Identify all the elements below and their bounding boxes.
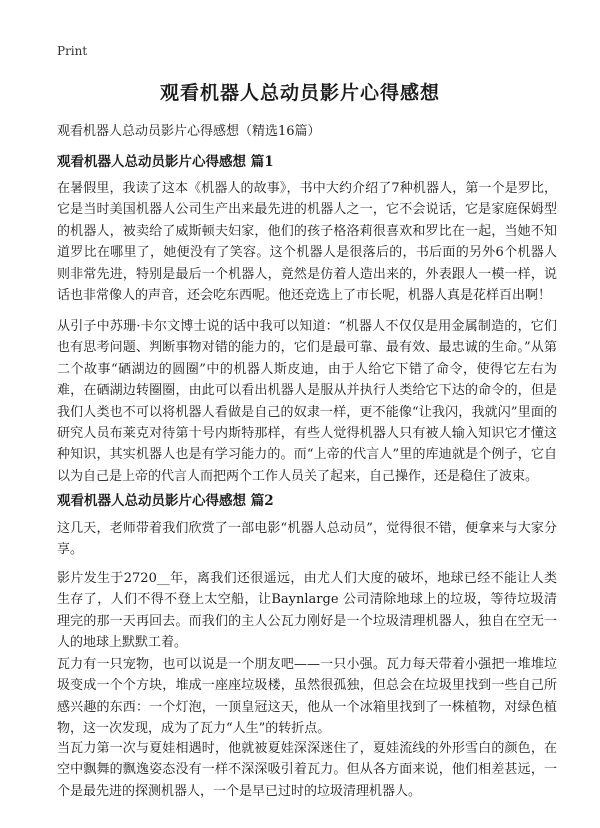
section-2-paragraph-3: 瓦力有一只宠物，也可以说是一个朋友吧——一只小强。瓦力每天带着小强把一堆堆垃圾变成一个个方块，堆成一座座垃圾楼，虽然很孤独，但总会在垃圾里找到一些自己所感兴趣的东西：一个灯泡，一顶皇冠这天，他从一个冰箱里找到了一株植物，对绿色植物，这一次发现，成为了瓦力“人生”的转折点。	[57, 657, 557, 737]
section-2-paragraph-1: 这几天，老师带着我们欣赏了一部电影“机器人总动员”，觉得很不错，便拿来与大家分享。	[57, 521, 557, 558]
section-2-paragraph-2: 影片发生于2720__年，离我们还很遥远，由尤人们大度的破坏，地球已经不能让人类生存了，人们不得不登上太空船，让Baynlarge 公司清除地球上的垃圾，等待垃圾清理完的那一天再回去。而我们的主人公瓦力刚好是一个垃圾清理机器人，独自在空无一人的地球上默默工着。	[57, 571, 557, 651]
section-1-paragraph-2: 从引子中苏珊·卡尔文博士说的话中我可以知道：“机器人不仅仅是用金属制造的，它们也有思考问题、判断事物对错的能力的，它们是最可靠、最有效、最忠诚的生命。”从第二个故事“硒湖边的圆圈”中的机器人斯皮迪，由于人给它下错了命令，使得它左右为难，在硒湖边转圈圈，由此可以看出机器人是服从并执行人类给它下达的命令的，但是我们人类也不可以将机器人看做是自己的奴隶一样，更不能像“让我闪，我就闪”里面的研究人员布莱克对待第十号内斯特那样，有些人觉得机器人只有被人输入知识它才懂这种知识，其实机器人也是有学习能力的。而“上帝的代言人”里的库迪就是个例子，它自以为自己是上帝的代言人而把两个工作人员关了起来，自己操作，还是稳住了波束。	[57, 319, 557, 484]
section-2-paragraph-4: 当瓦力第一次与夏娃相遇时，他就被夏娃深深迷住了，夏娃流线的外形雪白的颜色，在空中飘舞的飘逸姿态没有一样不深深吸引着瓦力。但从各方面来说，他们相差甚远，一个是最先进的探测机器人，一个是早已过时的垃圾清理机器人。	[57, 741, 557, 799]
section-1-paragraph-1: 在暑假里，我读了这本《机器人的故事》，书中大约介绍了7种机器人，第一个是罗比，它是当时美国机器人公司生产出来最先进的机器人之一，它不会说话，它是家庭保姆型的机器人，被卖给了威斯顿夫妇家，他们的孩子格洛莉很喜欢和罗比在一起，当她不知道罗比在哪里了，她便没有了笑容。这个机器人是很落后的，书后面的另外6个机器人则非常先进，特别是最后一个机器人，竟然是仿着人造出来的，外表跟人一模一样，说话也非常像人的声音，还会吃东西呢。他还竞选上了市长呢，机器人真是花样百出啊！	[57, 181, 557, 304]
page-title: 观看机器人总动员影片心得感想	[159, 82, 440, 104]
section-heading-1: 观看机器人总动员影片心得感想 篇1	[57, 154, 274, 170]
page-subtitle: 观看机器人总动员影片心得感想（精选16篇）	[57, 124, 321, 139]
section-heading-2: 观看机器人总动员影片心得感想 篇2	[57, 493, 274, 509]
print-link[interactable]: Print	[57, 44, 88, 58]
